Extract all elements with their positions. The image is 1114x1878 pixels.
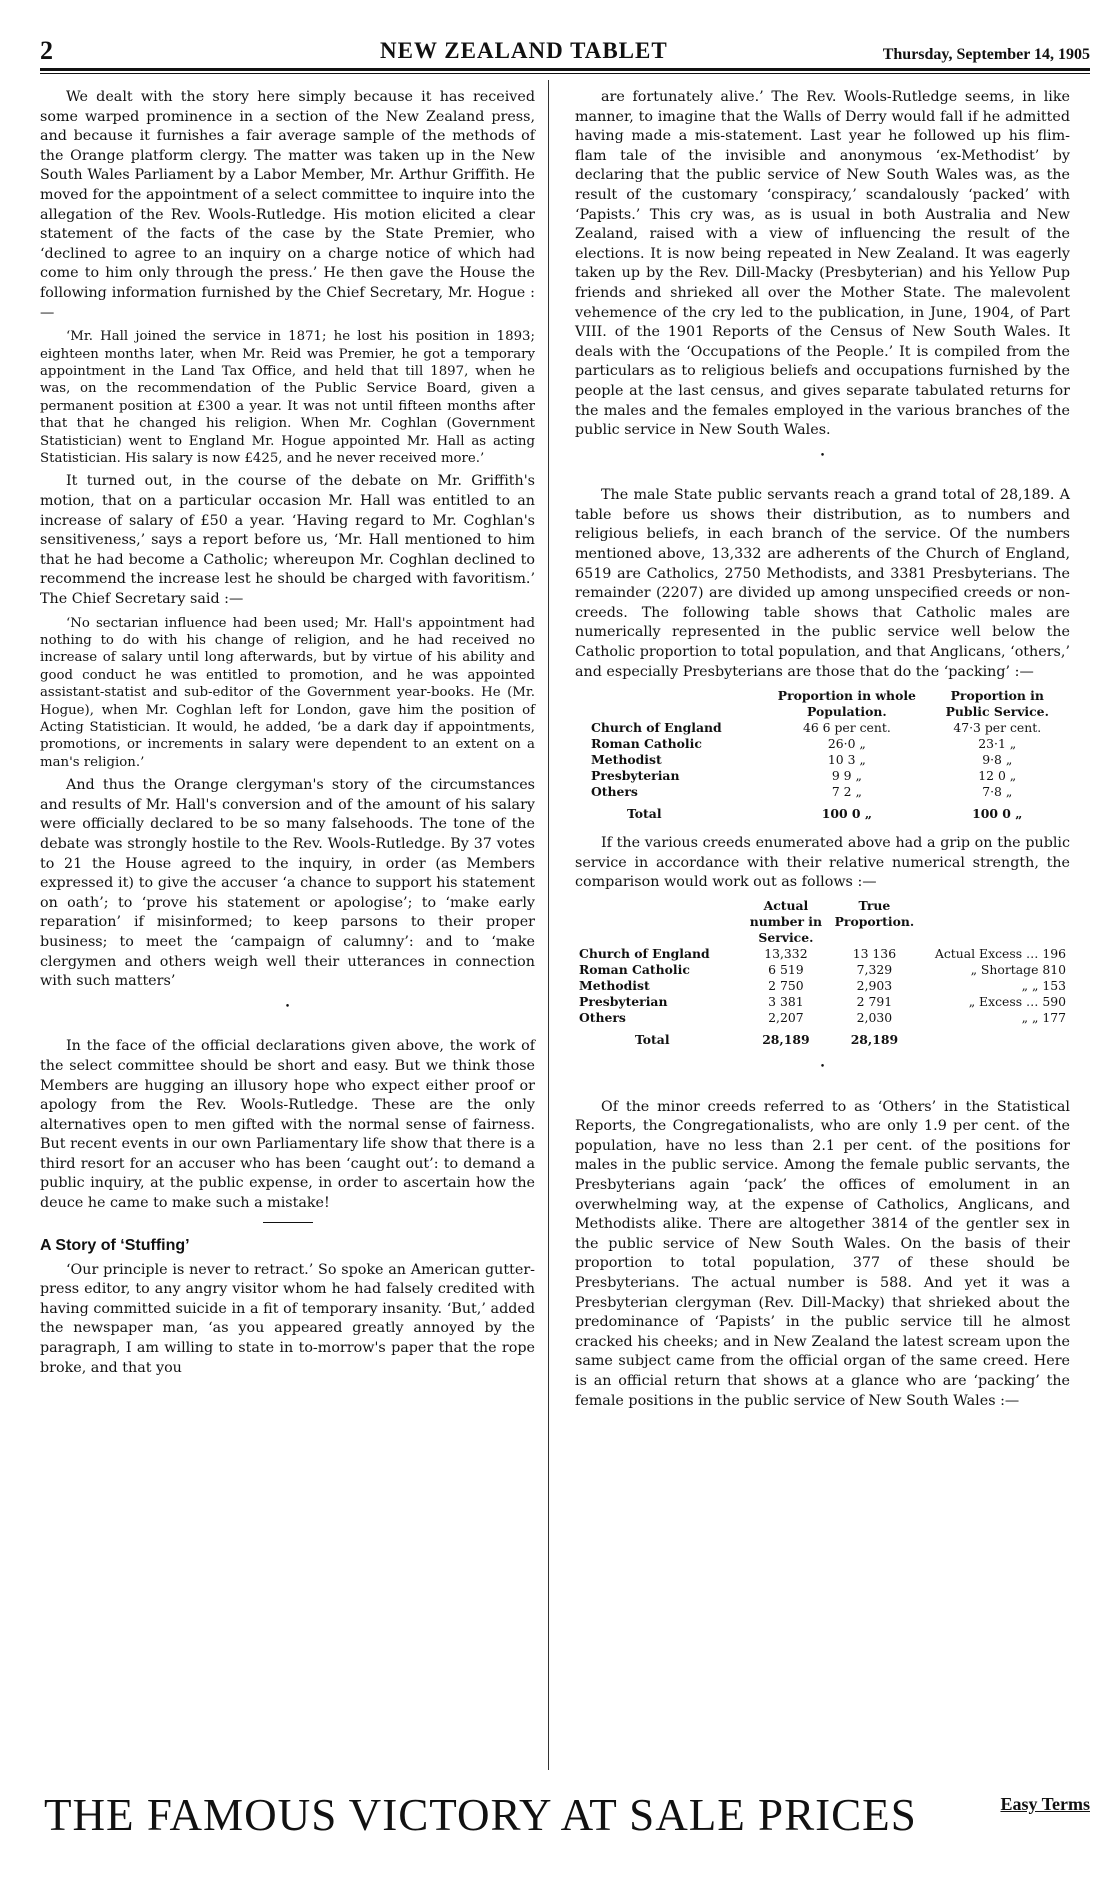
paragraph: In the face of the official declarations given above, the work of the select committee should be short and easy. But we think those Members are hugging an illusory hope who expect either proof or apology from the Rev. Wools-Rutledge. These are the only alternatives open to men gifted with the normal sense of fairness. But recent events in our own Parliamentary life show that there is a third resort for an accuser who has been ‘caught out’: to demand a public inquiry, at the public expense, in order to ascertain how the deuce he came to make such a mistake! (40, 1038, 535, 1212)
table-row: Methodist 10 3 „ 9·8 „ (591, 752, 1013, 768)
paragraph: The male State public servants reach a grand total of 28,189. A table before us shows their distribution, as to numbers and religious beliefs, in each branch of the service. Of the numbers mentioned above, 13,332 are adherents of the Church of England, 6519 are Catholics, 2750 Methodists, and 3381 Presbyterians. The remainder (2207) are divided up among unspecified creeds or non-creeds. The following table shows that Catholic males are numerically represented in the public service well below the Catholic proportion to total population, and that Anglicans, ‘others,’ and especially Presbyterians are those that do the ‘packing’ :— (575, 487, 1070, 680)
left-column (40, 88, 535, 1383)
paragraph: We dealt with the story here simply because it has received some warped prominence in a section of the New Zealand press, and because it furnishes a fair average sample of the methods of the Orange platform clergy. The matter was taken up in the New South Wales Parliament by a Labor Member, Mr. Arthur Griffith. He moved for the appointment of a select committee to inquire into the allegation of the Rev. Wools-Rutledge. His motion elicited a clear statement of the facts of the case by the State Premier, who ‘declined to agree to an inquiry on a charge notice of which had come to him only through the press.’ He then gave the House the following information furnished by the Chief Secretary, Mr. Hogue :— (40, 89, 535, 321)
page-header (40, 36, 1090, 66)
table-row: Church of England 13,332 13 136 Actual Excess … 196 (579, 946, 1066, 961)
section-heading: A Story of ‘Stuffing’ (40, 1236, 190, 1254)
quotation: ‘No sectarian influence had been used; Mr. Hall's appointment had nothing to do with his change of religion, and he had received no increase of salary until long afterwards, but by virtue of his ability and good conduct he was entitled to promotion, and he was appointed assistant-statist and sub-editor of the Government year-books. He (Mr. Hogue), when Mr. Coghlan left for London, gave him the position of Acting Statistician. It would, he added, ‘be a dark day if appointments, promotions, or increments in salary were dependent to an extent on a man's religion.’ (40, 615, 535, 770)
table-header: Proportion in whole Population. (777, 688, 916, 720)
paragraph: If the various creeds enumerated above had a grip on the public service in accordance with their relative numerical strength, the comparison would work out as follows :— (575, 835, 1070, 891)
column-divider (548, 80, 549, 1770)
table-header: True Proportion. (834, 898, 915, 929)
service-comparison-table (575, 898, 1070, 1048)
table-row: Methodist 2 750 2,903 „ „ 153 (579, 978, 1066, 993)
paragraph: And thus the Orange clergyman's story of the circumstances and results of Mr. Hall's conversion and of the amount of his salary were officially declared to be so many falsehoods. The tone of the debate was strongly hostile to the Rev. Wools-Rutledge. By 37 votes to 21 the House agreed to the inquiry, in order (as Members expressed it) to give the accuser ‘a chance to support his statement on oath’; to ‘prove his statement or apologise’; to ‘make early reparation’ if misinformed; to keep parsons to their proper business; to meet the ‘campaign of calumny’: and to ‘make clergymen and others weigh well their utterances in connection with such matters’ (40, 777, 535, 990)
banner-terms: Easy Terms (1000, 1794, 1090, 1814)
header-rule-thin (40, 73, 1090, 74)
header-rule (40, 68, 1090, 71)
advertisement-banner (40, 1788, 1090, 1848)
right-column (575, 88, 1070, 1416)
table-total-row: Total 100 0 „ 100 0 „ (627, 806, 1023, 822)
paragraph: are fortunately alive.’ The Rev. Wools-Rutledge seems, in like manner, to imagine that the Walls of Derry would fall if he admitted having made a mis-statement. Last year he followed up his flim-flam tale of the invisible and anonymous ‘ex-Methodist’ by declaring that the public service of New South Wales was, as the result of the customary ‘conspiracy,’ scandalously ‘packed’ with ‘Papists.’ This cry was, as is usual in both Australia and New Zealand, raised with a view of influencing the result of the elections. It is now being repeated in New Zealand. It was eagerly taken up by the Rev. Dill-Macky (Presbyterian) and his Yellow Pup friends and shrieked all over the Mother State. The malevolent vehemence of the cry led to the publication, in June, 1904, of Part VIII. of the 1901 Reports of the Census of New South Wales. It deals with the ‘Occupations of the People.’ It is compiled from the particulars as to religious beliefs and occupations furnished by the people at the last census, and gives separate tabulated returns for the males and the females employed in the various branches of the public service in New South Wales. (575, 89, 1070, 439)
table-header: Actual number in Service. (749, 898, 823, 945)
section-divider (263, 1222, 313, 1223)
section-ornament: • (819, 1062, 826, 1072)
paragraph: It turned out, in the course of the debate on Mr. Griffith's motion, that on a particular occasion Mr. Hall was entitled to an increase of salary of £50 a year. ‘Having regard to Mr. Coghlan's sensitiveness,’ says a report before us, ‘Mr. Hall mentioned to him that he had become a Catholic; whereupon Mr. Coghlan declined to recommend the increase lest he should be charged with favoritism.’ The Chief Secretary said :— (40, 473, 535, 607)
table-row: Others 7 2 „ 7·8 „ (591, 784, 1013, 800)
section-ornament: • (284, 1001, 291, 1012)
table-row: Roman Catholic 26·0 „ 23·1 „ (591, 736, 1017, 752)
newspaper-title: NEW ZEALAND TABLET (380, 38, 668, 63)
table-total-row: Total 28,189 28,189 (635, 1032, 899, 1047)
population-proportion-table (587, 688, 1070, 822)
section-ornament: • (819, 450, 826, 461)
paragraph: ‘Our principle is never to retract.’ So spoke an American gutter-press editor, to any angry visitor whom he had falsely credited with having committed suicide in a fit of temporary insanity. ‘But,’ added the newspaper man, ‘as you appeared greatly annoyed by the paragraph, I am willing to state in to-morrow's paper that the rope broke, and that you (40, 1261, 535, 1376)
table-row: Others 2,207 2,030 „ „ 177 (579, 1010, 1066, 1025)
table-row: Presbyterian 9 9 „ 12 0 „ (591, 768, 1017, 784)
banner-headline: THE FAMOUS VICTORY AT SALE PRICES (44, 1789, 917, 1840)
issue-date: Thursday, September 14, 1905 (882, 46, 1090, 63)
table-row: Roman Catholic 6 519 7,329 „ Shortage 810 (579, 962, 1066, 977)
quotation: ‘Mr. Hall joined the service in 1871; he lost his position in 1893; eighteen months later, when Mr. Reid was Premier, he got a temporary appointment in the Land Tax Office, and held that till 1897, when he was, on the recommendation of the Public Service Board, given a permanent position at £300 a year. It was not until fifteen months after that that he changed his religion. When Mr. Coghlan (Government Statistician) went to England Mr. Hogue appointed Mr. Hall as acting Statistician. His salary is now £425, and he never received more.’ (40, 329, 535, 466)
paragraph: Of the minor creeds referred to as ‘Others’ in the Statistical Reports, the Congregationalists, who are only 1.9 per cent. of the population, have no less than 2.1 per cent. of the positions for males in the public service. Among the female public servants, the Presbyterians again ‘pack’ the offices of emolument in an overwhelming way, at the expense of Catholics, Anglicans, and Methodists alike. There are altogether 3814 of the gentler sex in the public service of New South Wales. On the basis of their proportion to total population, 377 of these should be Presbyterians. The actual number is 588. And yet it was a Presbyterian clergyman (Rev. Dill-Macky) that shrieked about the predominance of ‘Papists’ in the public service till he almost cracked his cheeks; and in New Zealand the latest scream upon the same subject came from the official organ of the same creed. Here is an official return that shows at a glance who are ‘packing’ the female positions in the public service of New South Wales :— (575, 1098, 1070, 1409)
page-number: 2 (40, 36, 53, 65)
table-row: Church of England 46 6 per cent. 47·3 per cent. (591, 720, 1042, 736)
table-row: Presbyterian 3 381 2 791 „ Excess … 590 (579, 994, 1066, 1009)
table-header: Proportion in Public Service. (945, 688, 1049, 720)
